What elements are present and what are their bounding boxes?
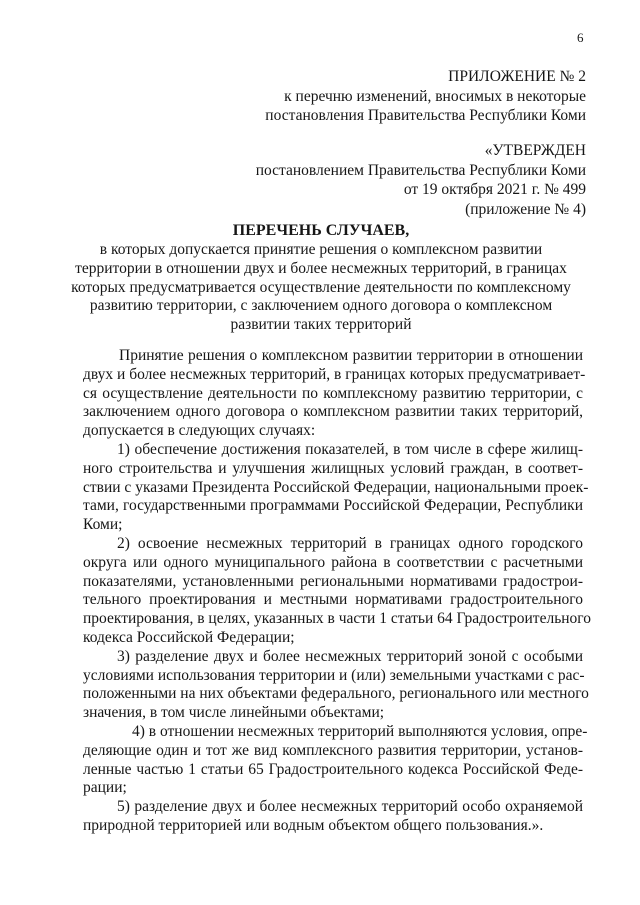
document-title: ПЕРЕЧЕНЬ СЛУЧАЕВ, [232,222,410,239]
document-heading [60,221,582,335]
body-line: Коми; [83,516,123,534]
subtitle-line: территории в отношении двух и более несмежных территорий, в границах [75,259,567,277]
body-line: значения, в том числе линейными объектами; [83,704,385,722]
body-line: 1) обеспечение достижения показателей, в том числе в сфере жилищ- [117,440,583,458]
body-line: допускается в следующих случаях: [83,422,316,440]
body-line: условиями использования территории и (или) земельными участками с рас- [83,666,585,684]
body-line: положенными на них объектами федерального, регионального или местного [83,685,589,703]
approved-line-3: (приложение № 4) [465,200,586,218]
body-line: двух и более несмежных территорий, в границах которых предусматривает- [83,365,586,383]
body-line: ленные частью 1 статьи 65 Градостроительного кодекса Российской Феде- [83,760,583,778]
appendix-header [265,67,586,126]
approved-title: «УТВЕРЖДЕН [484,142,586,159]
body-line: деляющие один и тот же вид комплексного развития территории, установ- [83,741,583,759]
page-number: 6 [577,30,584,45]
body-line: 4) в отношении несмежных территорий выполняются условия, опре- [132,722,588,740]
body-line: ного строительства и улучшения жилищных условий граждан, в соответ- [83,459,583,477]
appendix-line-2: постановления Правительства Республики Коми [265,107,586,124]
body-line: 3) разделение двух и более несмежных территорий зоной с особыми [117,647,583,665]
body-line: показателями, установленными региональными нормативами градострои- [83,572,583,590]
list-item [83,440,589,535]
body-line: рации; [83,779,127,797]
intro-paragraph [83,347,586,441]
appendix-title: ПРИЛОЖЕНИЕ № 2 [448,68,586,85]
body-line: тами, государственными программами Российской Федерации, Республики [83,497,583,515]
body-line: заключением одного договора о комплексном развитии таких территорий, [83,403,583,421]
list-item [83,798,583,836]
approval-stamp [256,141,586,219]
document-subtitle [60,241,582,335]
body-line: округа или одного муниципального района в соответствии с расчетными [83,553,583,571]
subtitle-line: развитии таких территорий [230,316,412,334]
subtitle-line: развитию территории, с заключением одного договора о комплексном [89,297,553,315]
body-line: проектирования, в целях, указанных в части 1 статьи 64 Градостроительного [83,610,592,628]
body-line: ствии с указами Президента Российской Федерации, национальными проек- [83,478,589,496]
list-item [83,647,589,723]
approved-line-1: постановлением Правительства Республики Коми [255,161,586,179]
list-item [83,722,588,798]
appendix-line-1: к перечню изменений, вносимых в некоторые [284,87,586,105]
body-line: ся осуществление деятельности по комплексному развитию территории, с [83,384,583,402]
list-item [83,534,592,648]
body-line: кодекса Российской Федерации; [83,628,295,646]
body-line: тельного проектирования и местными нормативами градостроительного [83,591,583,609]
body-line: 5) разделение двух и более несмежных территорий особо охраняемой [117,798,583,816]
subtitle-line: которых предусматривается осуществление деятельности по комплексному [71,278,571,296]
document-body [83,347,592,836]
body-line: Принятие решения о комплексном развитии территории в отношении [119,347,583,364]
body-line: 2) освоение несмежных территорий в границах одного городского [117,534,583,552]
body-line: природной территорией или водным объектом общего пользования.». [83,816,544,834]
subtitle-line: в которых допускается принятие решения о комплексном развитии [99,241,543,258]
approved-line-2: от 19 октября 2021 г. № 499 [403,181,586,198]
